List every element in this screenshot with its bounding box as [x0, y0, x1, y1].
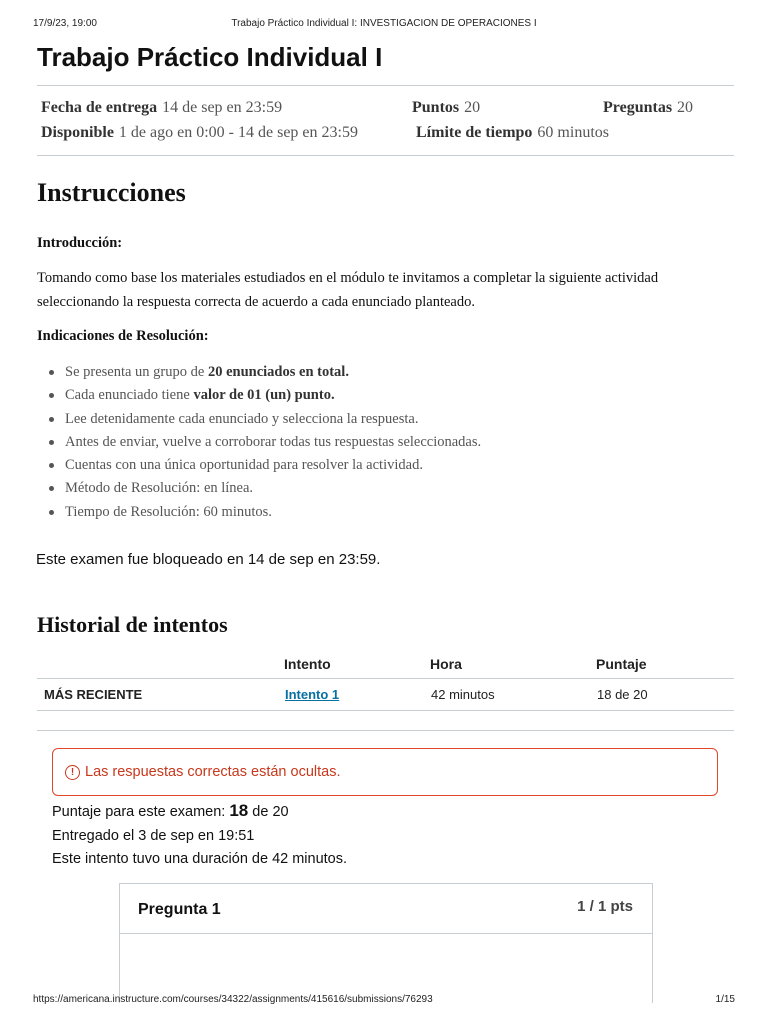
due-date — [41, 99, 282, 117]
time-cell: 42 minutos — [430, 678, 596, 710]
page-title: Trabajo Práctico Individual I — [37, 42, 383, 72]
score-value: 18 — [229, 801, 249, 820]
print-datetime: 17/9/23, 19:00 — [33, 18, 97, 29]
list-item: Lee detenidamente cada enunciado y selecciona la respuesta. — [49, 408, 481, 431]
list-item — [49, 384, 481, 407]
column-header-attempt: Intento — [284, 650, 430, 678]
list-item-text: Se presenta un grupo de — [65, 364, 208, 380]
points — [412, 99, 480, 117]
due-date-label: Fecha de entrega — [41, 99, 158, 116]
table-row — [37, 678, 734, 710]
list-item: Tiempo de Resolución: 60 minutos. — [49, 501, 481, 524]
hidden-answers-alert — [52, 748, 718, 796]
list-item — [49, 361, 481, 384]
questions-count — [603, 99, 693, 117]
print-page-title: Trabajo Práctico Individual I: INVESTIGACION DE OPERACIONES I — [231, 18, 537, 29]
questions-label: Preguntas — [603, 99, 673, 116]
print-url: https://americana.instructure.com/courses/34322/assignments/415616/submissions/76293 — [33, 994, 433, 1005]
column-header-label — [37, 650, 284, 678]
time-limit — [416, 124, 609, 142]
intro-text-line-2: seleccionando la respuesta correcta de acuerdo a cada enunciado planteado. — [37, 294, 475, 310]
time-limit-label: Límite de tiempo — [416, 124, 533, 141]
list-item: Cuentas con una única oportunidad para resolver la actividad. — [49, 454, 481, 477]
column-header-time: Hora — [430, 650, 596, 678]
time-limit-value: 60 minutos — [537, 124, 609, 141]
questions-value: 20 — [677, 99, 694, 116]
list-item: Antes de enviar, vuelve a corroborar todas tus respuestas seleccionadas. — [49, 431, 481, 454]
intro-text-line-1: Tomando como base los materiales estudiados en el módulo te invitamos a completar la siguiente actividad — [37, 270, 659, 286]
score-suffix: de 20 — [248, 804, 289, 820]
divider-history — [37, 730, 734, 731]
attempt-duration: Este intento tuvo una duración de 42 minutos. — [52, 851, 348, 867]
question-card — [119, 883, 653, 1003]
resolution-heading: Indicaciones de Resolución: — [37, 328, 209, 344]
score-prefix: Puntaje para este examen: — [52, 804, 230, 820]
divider-top — [37, 85, 734, 86]
attempt-history-table — [37, 650, 734, 711]
table-header-row — [37, 650, 734, 678]
list-item: Método de Resolución: en línea. — [49, 477, 481, 500]
points-value: 20 — [464, 99, 481, 116]
row-label: MÁS RECIENTE — [37, 678, 284, 710]
attempt-cell — [284, 678, 430, 710]
divider-meta — [37, 155, 734, 156]
page-number: 1/15 — [715, 994, 735, 1005]
points-label: Puntos — [412, 99, 460, 116]
due-date-value: 14 de sep en 23:59 — [162, 99, 283, 116]
quiz-score — [52, 801, 289, 821]
question-points: 1 / 1 pts — [577, 898, 633, 915]
instructions-heading: Instrucciones — [37, 178, 186, 207]
alert-text: Las respuestas correctas están ocultas. — [85, 764, 341, 780]
question-header — [120, 884, 652, 934]
intro-heading: Introducción: — [37, 235, 123, 251]
attempt-link[interactable]: Intento 1 — [285, 686, 340, 702]
resolution-list — [49, 361, 481, 524]
available-label: Disponible — [41, 124, 114, 141]
submitted-at: Entregado el 3 de sep en 19:51 — [52, 828, 255, 844]
column-header-score: Puntaje — [596, 650, 734, 678]
availability — [41, 124, 358, 142]
list-item-emphasis: valor de 01 (un) punto. — [193, 387, 335, 404]
question-title: Pregunta 1 — [138, 901, 221, 918]
warning-icon: ! — [65, 765, 80, 780]
attempt-history-heading: Historial de intentos — [37, 612, 228, 637]
score-cell: 18 de 20 — [596, 678, 734, 710]
locked-message: Este examen fue bloqueado en 14 de sep en 23:59. — [36, 551, 381, 568]
list-item-emphasis: 20 enunciados en total. — [207, 364, 349, 380]
available-value: 1 de ago en 0:00 - 14 de sep en 23:59 — [118, 124, 358, 141]
list-item-text: Cada enunciado tiene — [65, 387, 194, 404]
